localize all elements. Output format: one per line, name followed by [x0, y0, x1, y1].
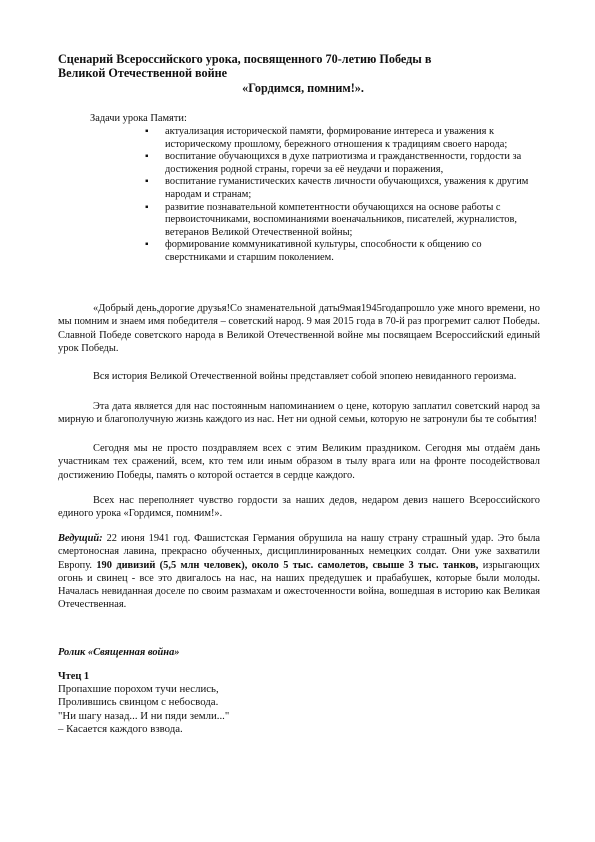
intro-paragraph-4: Сегодня мы не просто поздравляем всех с этим Великим праздником. Сегодня мы отдаём дань участникам тех сражений, всем, кто тем или иным образом в тылу врага или на фронте посодействовал достижению Победы, память о которой остается в сердце каждого. — [58, 443, 540, 481]
list-item: ▪ развитие познавательной компетентности обучающихся на основе работы с первоисточниками, воспоминаниями военачальников, писателей, журналистов, ветеранов Великой Отечественной войны; — [145, 202, 545, 240]
list-item: ▪ воспитание обучающихся в духе патриотизма и гражданственности, гордости за достижения родной страны, горечи за её неудачи и поражения, — [145, 151, 545, 176]
list-item: ▪ актуализация исторической памяти, формирование интереса и уважения к историческому прошлому, бережного отношения к традициям своего народа; — [145, 126, 545, 151]
intro-paragraph-3: Эта дата является для нас постоянным напоминанием о цене, которую заплатил советский народ за мирную и благополучную жизнь каждого из нас. Нет ни одной семьи, которую не затронули бы те события! — [58, 401, 540, 426]
list-item: ▪ воспитание гуманистических качеств личности обучающихся, уважения к другим народам и странам; — [145, 176, 545, 201]
poem-line: – Касается каждого взвода. — [58, 723, 183, 736]
reader-label: Чтец 1 — [58, 671, 90, 682]
video-label: Ролик «Священная война» — [58, 647, 180, 658]
document-title — [58, 52, 548, 80]
intro-paragraph-1: «Добрый день,дорогие друзья!Со знаменательной даты9мая1945годапрошло уже много времени, но мы помним и знаем имя победителя – советский народ. 9 мая 2015 года в 70-й раз прогремит салют Победы. Славной Победе советского народа в Великой Отечественной войне мы посвящаем Всероссийский единый урок Победы. — [58, 303, 540, 354]
intro-paragraph-5: Всех нас переполняет чувство гордости за наших дедов, недаром девиз нашего Всероссийского единого урока «Гордимся, помним!». — [58, 495, 540, 520]
lead-label: Ведущий: — [58, 533, 103, 544]
document-subtitle: «Гордимся, помним!». — [242, 81, 364, 95]
list-item: ▪ формирование коммуникативной культуры, способности к общению со сверстниками и старшим поколением. — [145, 239, 545, 264]
intro-paragraph-2: Вся история Великой Отечественной войны представляет собой эпопею невиданного героизма. — [93, 371, 517, 382]
title-line-1: Сценарий Всероссийского урока, посвященного 70-летию Победы в — [58, 52, 432, 66]
tasks-heading: Задачи урока Памяти: — [90, 113, 187, 124]
title-line-2: Великой Отечественной войне — [58, 66, 228, 80]
lead-text-a: 22 июня 1941 год. Фашистская Германия обрушила на нашу страну страшный удар. Это была смертоносная лавина, прекрасно обученных, дисциплинированных немецких солдат. Они уже захватили Европу. — [58, 533, 540, 571]
lead-paragraph — [58, 532, 540, 612]
lead-text-bold: 190 дивизий (5,5 млн человек), около 5 тыс. самолетов, свыше 3 тыс. танков, — [96, 559, 479, 571]
poem-line: Пролившись свинцом с небосвода. — [58, 696, 219, 709]
poem — [58, 683, 229, 737]
lead-text-b: изрыгающих огонь и свинец - все это двигалось на нас, на наших предедушек и прабабушек, которые были молоды. Началась невиданная доселе по своим размахам и ожесточенности война, вошедшая в историю как Великая Отечественная. — [58, 559, 540, 611]
poem-line: "Ни шагу назад... И ни пяди земли..." — [58, 709, 230, 722]
tasks-list — [145, 126, 545, 265]
poem-line: Пропахшие порохом тучи неслись, — [58, 683, 219, 695]
